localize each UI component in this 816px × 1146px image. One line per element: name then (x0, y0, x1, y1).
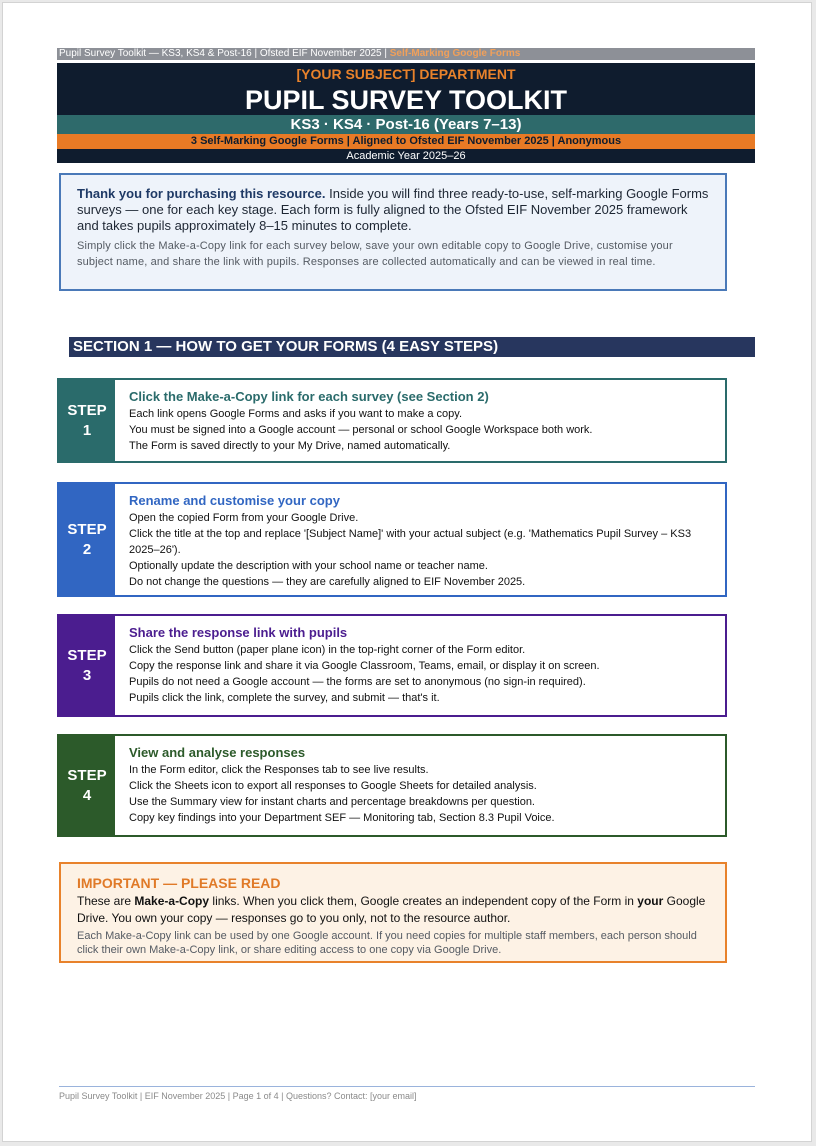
intro-box (59, 173, 727, 291)
important-emphasis: your (637, 894, 664, 908)
important-text: These are (77, 894, 135, 908)
step-3-badge-word: STEP (67, 646, 107, 664)
step-2-body (115, 484, 725, 595)
important-notice-box (59, 862, 727, 963)
step-4-badge-word: STEP (67, 766, 107, 784)
step-1-badge (59, 380, 115, 461)
step-3-line: Pupils do not need a Google account — the forms are set to anonymous (no sign-in required). (129, 676, 586, 688)
important-text: Google Drive. You own your copy — responses go to you only, not to the resource author. (77, 894, 706, 925)
step-3-card (57, 614, 727, 717)
document-page (2, 2, 812, 1142)
document-title: PUPIL SURVEY TOOLKIT (57, 85, 755, 115)
step-4-body (115, 736, 725, 835)
step-1-badge-word: STEP (67, 401, 107, 419)
step-4-line: Use the Summary view for instant charts and percentage breakdowns per question. (129, 796, 535, 808)
step-4-line: Click the Sheets icon to export all responses to Google Sheets for detailed analysis. (129, 780, 537, 792)
step-3-title: Share the response link with pupils (129, 625, 348, 640)
step-3-line: Pupils click the link, complete the survey, and submit — that's it. (129, 692, 440, 704)
step-2-badge-number: 2 (82, 540, 92, 558)
step-4-title: View and analyse responses (129, 745, 306, 760)
step-4-card (57, 734, 727, 837)
step-3-badge-number: 3 (82, 666, 92, 684)
step-4-line: Copy key findings into your Department SEF — Monitoring tab, Section 8.3 Pupil Voice. (129, 812, 555, 824)
important-paragraph-2: Each Make-a-Copy link can be used by one Google account. If you need copies for multiple staff members, each person should click their own Make-a-Copy link, or share editing access to one copy via Google Drive. (77, 930, 697, 956)
step-3-body (115, 616, 725, 715)
step-1-body (115, 380, 725, 461)
page-footer: Pupil Survey Toolkit | EIF November 2025 | Page 1 of 4 | Questions? Contact: [your email] (59, 1091, 417, 1101)
step-3-line: Copy the response link and share it via Google Classroom, Teams, email, or display it on screen. (129, 660, 600, 672)
step-4-badge-number: 4 (82, 786, 92, 804)
step-1-line: The Form is saved directly to your My Drive, named automatically. (129, 440, 451, 452)
step-2-badge-word: STEP (67, 520, 107, 538)
step-3-line: Click the Send button (paper plane icon) in the top-right corner of the Form editor. (129, 644, 526, 656)
important-paragraph-1 (77, 893, 711, 927)
important-text: links. When you click them, Google creates an independent copy of the Form in (209, 894, 638, 908)
key-stages-banner: KS3 · KS4 · Post-16 (Years 7–13) (57, 115, 755, 134)
intro-lead-rest: Inside you will find three ready-to-use, self-marking Google Forms surveys — one for each key stage. Each form is fully aligned to the Ofsted EIF November 2025 framework and takes pupils approximately 8–15 minutes to complete. (77, 186, 709, 233)
step-2-card (57, 482, 727, 597)
intro-lead-bold: Thank you for purchasing this resource. (77, 186, 326, 201)
step-1-title: Click the Make-a-Copy link for each survey (see Section 2) (129, 389, 489, 404)
step-1-card (57, 378, 727, 463)
step-4-badge (59, 736, 115, 835)
step-2-title: Rename and customise your copy (129, 493, 340, 508)
step-2-line: Do not change the questions — they are carefully aligned to EIF November 2025. (129, 576, 526, 588)
header-strip-text: Pupil Survey Toolkit — KS3, KS4 & Post-16 | Ofsted EIF November 2025 | (59, 48, 387, 59)
step-3-badge (59, 616, 115, 715)
academic-year-banner: Academic Year 2025–26 (57, 149, 755, 163)
intro-lead (77, 186, 711, 234)
step-2-line: Click the title at the top and replace '[Subject Name]' with your actual subject (e.g. 'Mathematics Pupil Survey – KS3 2025–26'). (129, 528, 692, 556)
step-1-line: You must be signed into a Google account — personal or school Google Workspace both work. (129, 424, 593, 436)
step-2-badge (59, 484, 115, 595)
tagline-banner: 3 Self-Marking Google Forms | Aligned to Ofsted EIF November 2025 | Anonymous (57, 134, 755, 149)
footer-divider (59, 1086, 755, 1087)
step-2-line: Optionally update the description with your school name or teacher name. (129, 560, 488, 572)
section-1-heading: SECTION 1 — HOW TO GET YOUR FORMS (4 EASY STEPS) (69, 337, 755, 357)
step-1-badge-number: 1 (82, 421, 92, 439)
step-1-line: Each link opens Google Forms and asks if you want to make a copy. (129, 408, 463, 420)
important-title: IMPORTANT — PLEASE READ (77, 875, 281, 891)
header-strip (57, 48, 755, 60)
important-emphasis: Make-a-Copy (134, 894, 210, 908)
intro-body: Simply click the Make-a-Copy link for each survey below, save your own editable copy to Google Drive, customise your subject name, and share the link with pupils. Responses are collected automatically and can be viewed in real time. (77, 240, 673, 268)
header-strip-highlight: Self-Marking Google Forms (389, 48, 521, 59)
step-4-line: In the Form editor, click the Responses tab to see live results. (129, 764, 429, 776)
step-2-line: Open the copied Form from your Google Drive. (129, 512, 359, 524)
department-banner: [YOUR SUBJECT] DEPARTMENT (57, 63, 755, 85)
